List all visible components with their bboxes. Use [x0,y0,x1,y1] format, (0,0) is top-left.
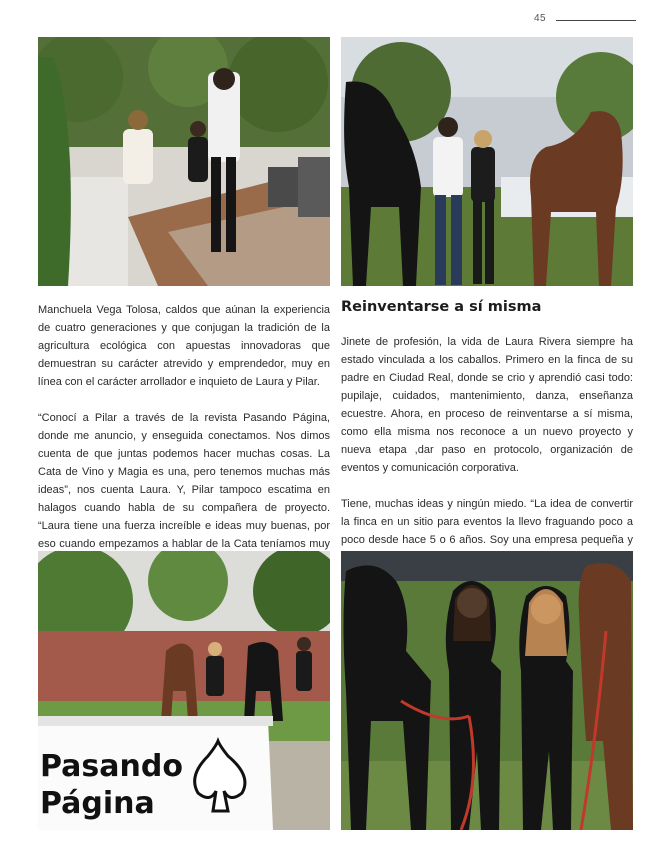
photo-horses-with-hosts [341,37,633,286]
section-heading: Reinventarse a sí misma [341,299,542,315]
photo-icon [341,37,633,286]
banner-text-line2: Página [40,786,155,821]
photo-icon [38,551,330,830]
left-paragraph-1: Manchuela Vega Tolosa, caldos que aúnan la experiencia de cuatro generaciones y que conjugan la tradición de la agricultura ecológica con apuestas innovadoras que demuestran su carácter atrevido y emprendedor, muy en línea con el carácter arrollador e inquieto de Laura y Pilar. [38,304,330,388]
left-text-column [38,301,330,571]
page-number: 45 [534,13,547,24]
photo-event-stand [38,551,330,830]
photo-women-with-horses [341,551,633,830]
left-paragraph-2: “Conocí a Pilar a través de la revista Pasando Página, donde me anuncio, y enseguida conectamos. Nos dimos cuenta de que juntas podemos hacer muchas cosas. La Cata de Vino y Magia es una, pero tenemos muchas más ideas”, nos cuenta Laura. Y, Pilar tampoco escatima en halagos cuando habla de su compañera de proyecto. “Laura tiene una fuerza increíble e ideas muy buenas, por eso cuando empezamos a hablar de la Cata teníamos muy [38,412,330,550]
photo-icon [341,551,633,830]
banner-text-line1: Pasando [40,749,183,784]
right-paragraph-2: Tiene, muchas ideas y ningún miedo. “La idea de convertir la finca en un sitio para eventos la llevo fraguando poco a poco desde hace 5 o 6 años. Soy una empresa pequeña y [341,498,633,546]
header-rule [556,20,636,21]
photo-icon [38,37,330,286]
right-paragraph-1: Jinete de profesión, la vida de Laura Rivera siempre ha estado vinculada a los caballos. Primero en la finca de su padre en Ciudad Real, donde se crio y aprendió casi todo: pupilaje, cuidados, mantenimiento, danza, enseñanza ecuestre. Ahora, en proceso de reinventarse a sí misma, como ella misma nos reconoce a un nuevo proyecto y nueva etapa ,dar paso en protocolo, organización de eventos y comunicación corporativa. [341,336,633,474]
photo-terrace-conversation [38,37,330,286]
